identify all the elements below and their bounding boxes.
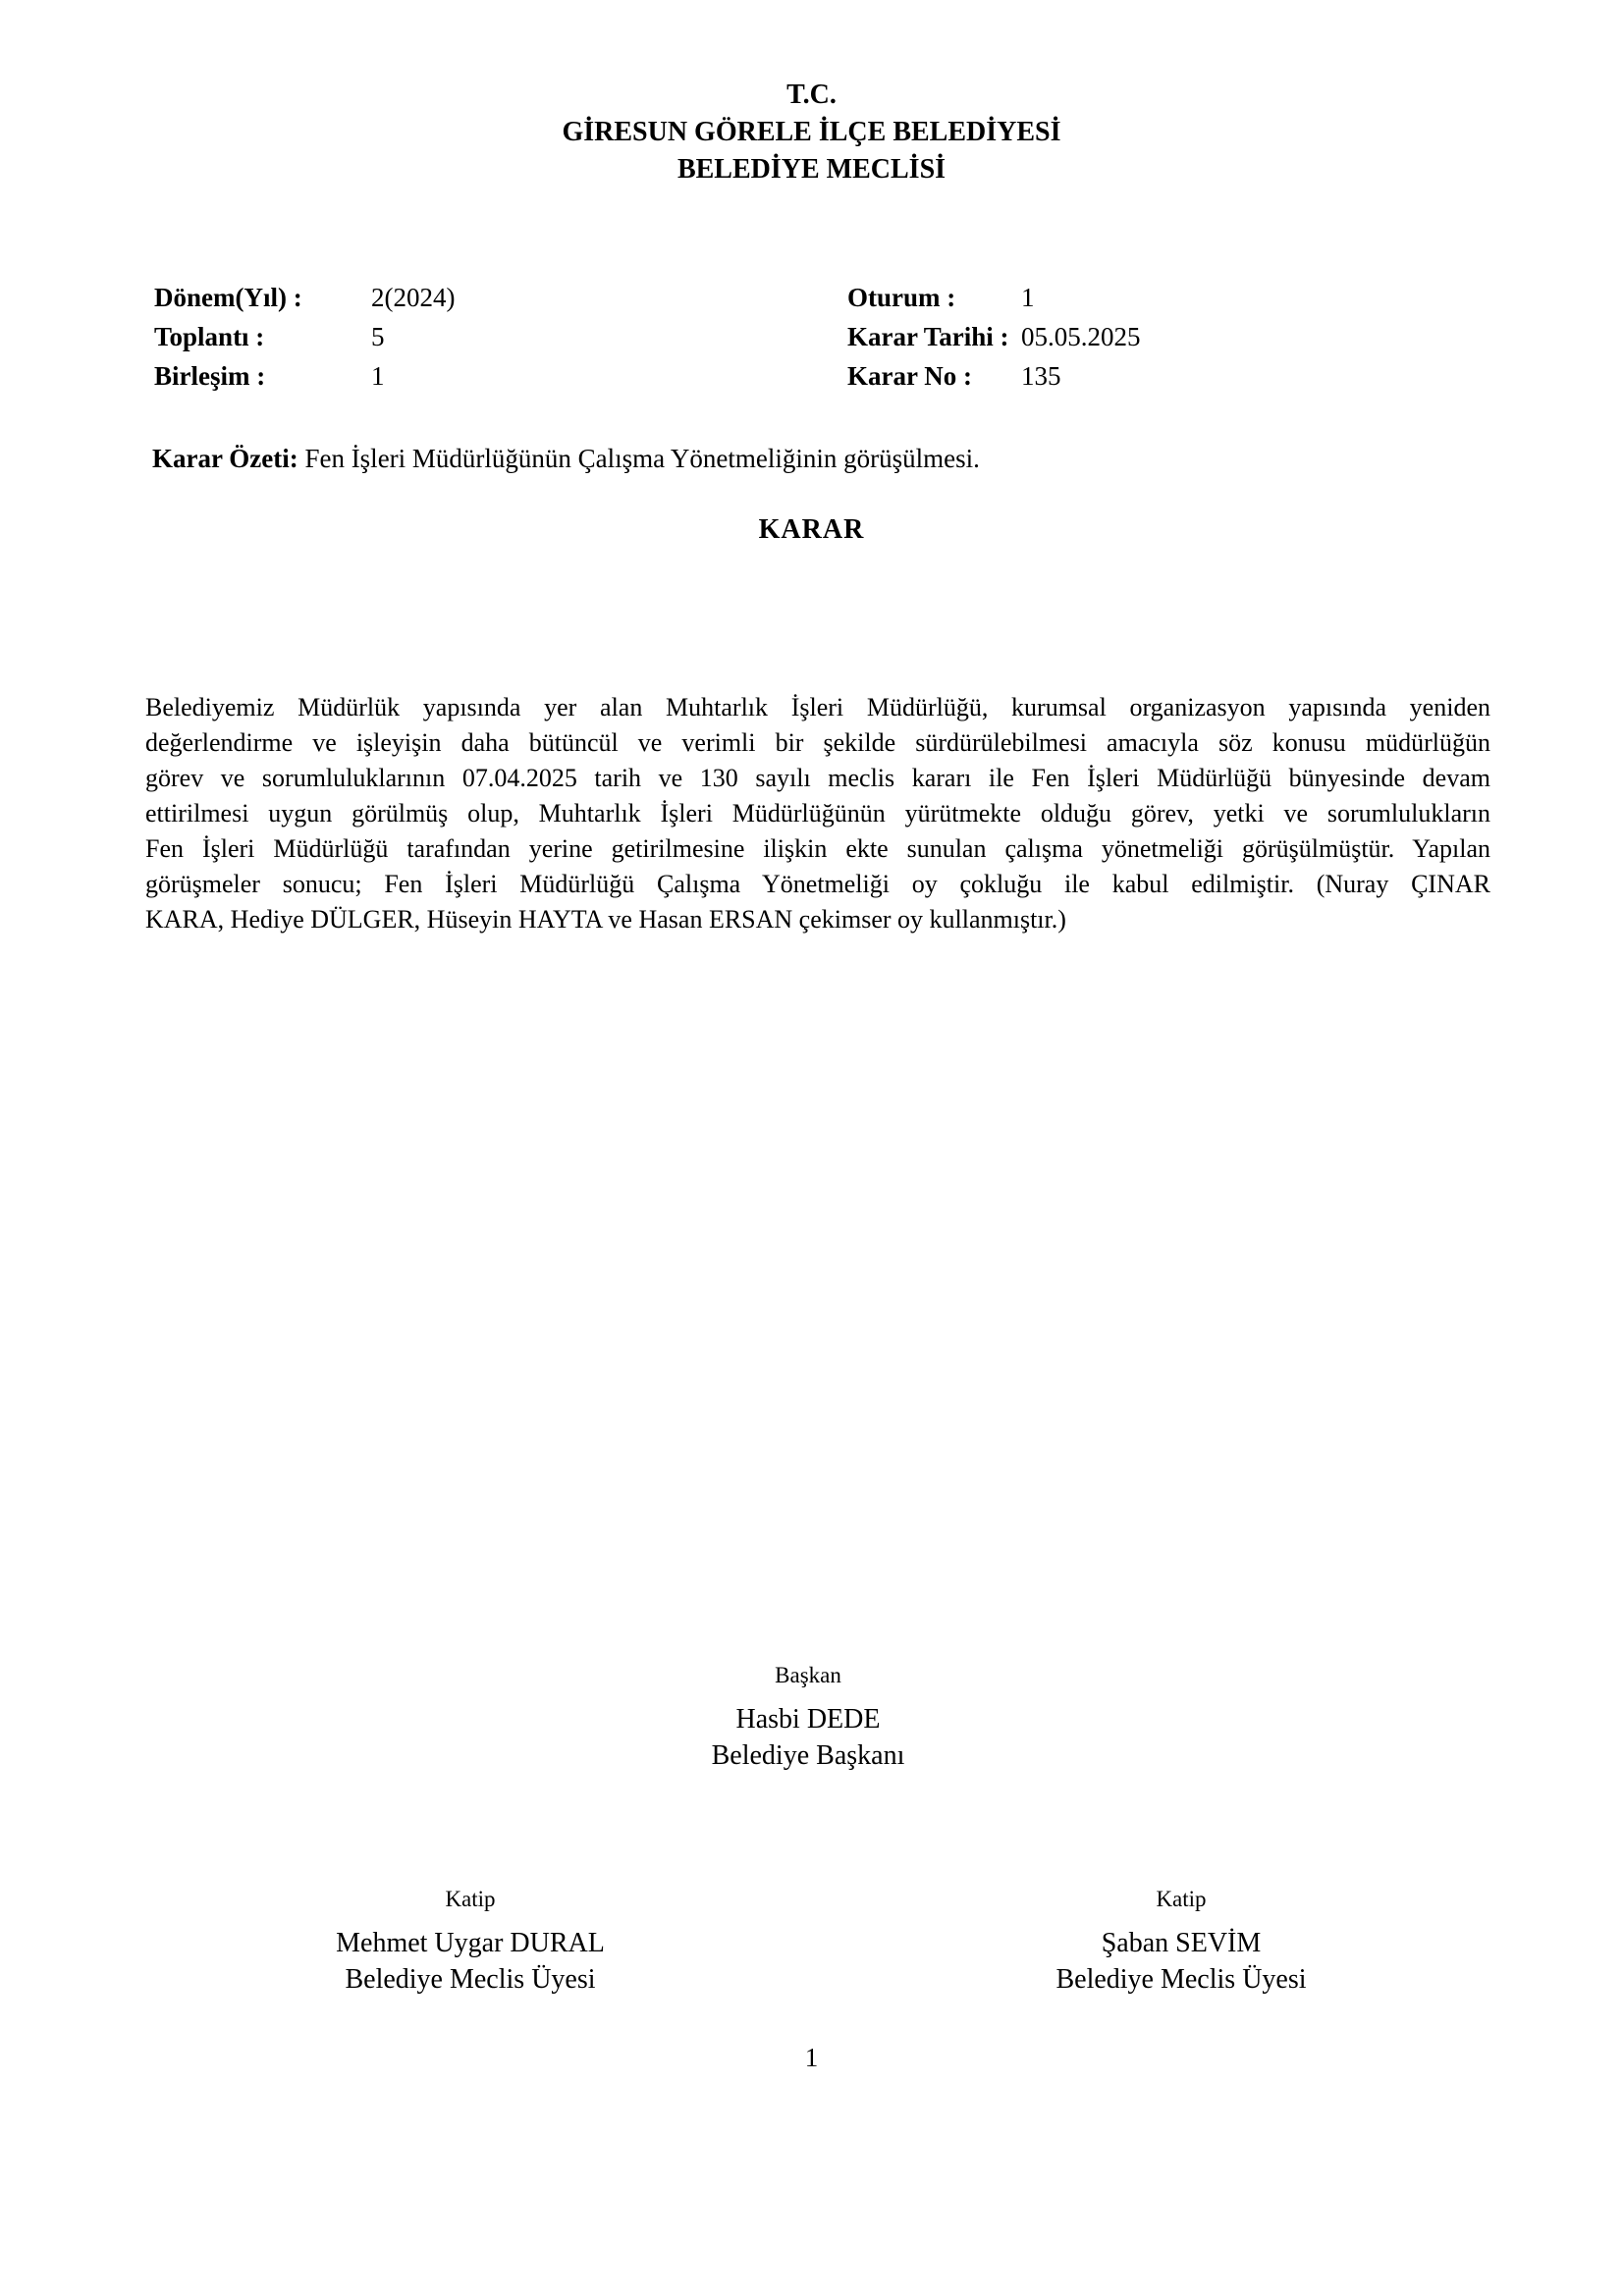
signature-president-name: Hasbi DEDE: [735, 1704, 881, 1735]
meta-left-column: [154, 278, 455, 396]
signature-clerk-left-title: Belediye Meclis Üyesi: [345, 1964, 596, 1995]
decision-body-line: görev ve sorumluluklarının 07.04.2025 tarih ve 130 sayılı meclis kararı ile Fen İşleri Müdürlüğü bünyesinde devam: [145, 764, 1490, 792]
signature-president: [514, 1662, 1103, 1774]
decision-body-line: Fen İşleri Müdürlüğü tarafından yerine getirilmesine ilişkin ekte sunulan çalışma yönetmeliği görüşülmüştür. Yapılan: [145, 834, 1490, 863]
meta-label-donem: Dönem(Yıl) :: [154, 283, 302, 312]
decision-body-line: KARA, Hediye DÜLGER, Hüseyin HAYTA ve Hasan ERSAN çekimser oy kullanmıştır.): [145, 905, 1066, 934]
decision-body-line: Belediyemiz Müdürlük yapısında yer alan Muhtarlık İşleri Müdürlüğü, kurumsal organizasyon yapısında yeniden: [145, 693, 1490, 721]
meta-row-oturum: [847, 278, 1141, 317]
signature-president-role: Başkan: [775, 1663, 841, 1687]
meta-row-donem: [154, 278, 455, 317]
meta-value-karar-no: 135: [1021, 361, 1061, 391]
decision-body-line: ettirilmesi uygun görülmüş olup, Muhtarlık İşleri Müdürlüğünün yürütmekte olduğu görev, yetki ve sorumlulukların: [145, 799, 1490, 828]
signature-clerk-right-title: Belediye Meclis Üyesi: [1055, 1964, 1307, 1995]
decision-summary: [152, 442, 1497, 475]
meta-right-column: [847, 278, 1141, 396]
page-number: 1: [804, 2043, 819, 2072]
meta-label-karar-no: Karar No :: [847, 361, 972, 391]
meta-label-birlesim: Birleşim :: [154, 361, 266, 391]
meta-value-karar-tarihi: 05.05.2025: [1021, 322, 1141, 351]
decision-heading: KARAR: [758, 514, 865, 545]
signature-clerk-right-name: Şaban SEVİM: [1101, 1928, 1262, 1958]
meta-label-toplanti: Toplantı :: [154, 322, 265, 351]
document-header: [0, 77, 1623, 188]
meta-label-karar-tarihi: Karar Tarihi :: [847, 322, 1009, 351]
signature-clerk-right: [887, 1886, 1476, 1998]
signature-clerk-left: [176, 1886, 765, 1998]
header-line-tc: T.C.: [786, 80, 837, 110]
meta-row-toplanti: [154, 317, 455, 356]
signature-clerk-left-name: Mehmet Uygar DURAL: [336, 1928, 605, 1958]
meta-value-birlesim: 1: [371, 361, 385, 391]
meta-value-toplanti: 5: [371, 322, 385, 351]
decision-summary-text: Fen İşleri Müdürlüğünün Çalışma Yönetmeliğinin görüşülmesi.: [304, 444, 980, 473]
meta-row-karar-tarihi: [847, 317, 1141, 356]
meta-value-oturum: 1: [1021, 283, 1035, 312]
signature-clerk-left-role: Katip: [445, 1887, 496, 1911]
meta-label-oturum: Oturum :: [847, 283, 956, 312]
decision-body-line: görüşmeler sonucu; Fen İşleri Müdürlüğü Çalışma Yönetmeliği oy çokluğu ile kabul edilmiştir. (Nuray ÇINAR: [145, 870, 1490, 898]
header-line-council: BELEDİYE MECLİSİ: [676, 154, 947, 185]
meta-value-donem: 2(2024): [371, 283, 456, 312]
header-line-municipality: GİRESUN GÖRELE İLÇE BELEDİYESİ: [562, 117, 1061, 147]
signature-clerk-right-role: Katip: [1156, 1887, 1207, 1911]
meta-row-birlesim: [154, 356, 455, 396]
meta-row-karar-no: [847, 356, 1141, 396]
signature-president-title: Belediye Başkanı: [711, 1740, 905, 1771]
decision-body: [145, 690, 1490, 937]
decision-summary-label: Karar Özeti:: [152, 444, 298, 473]
decision-body-line: değerlendirme ve işleyişin daha bütüncül ve verimli bir şekilde sürdürülebilmesi amacıyla söz konusu müdürlüğün: [145, 728, 1490, 757]
